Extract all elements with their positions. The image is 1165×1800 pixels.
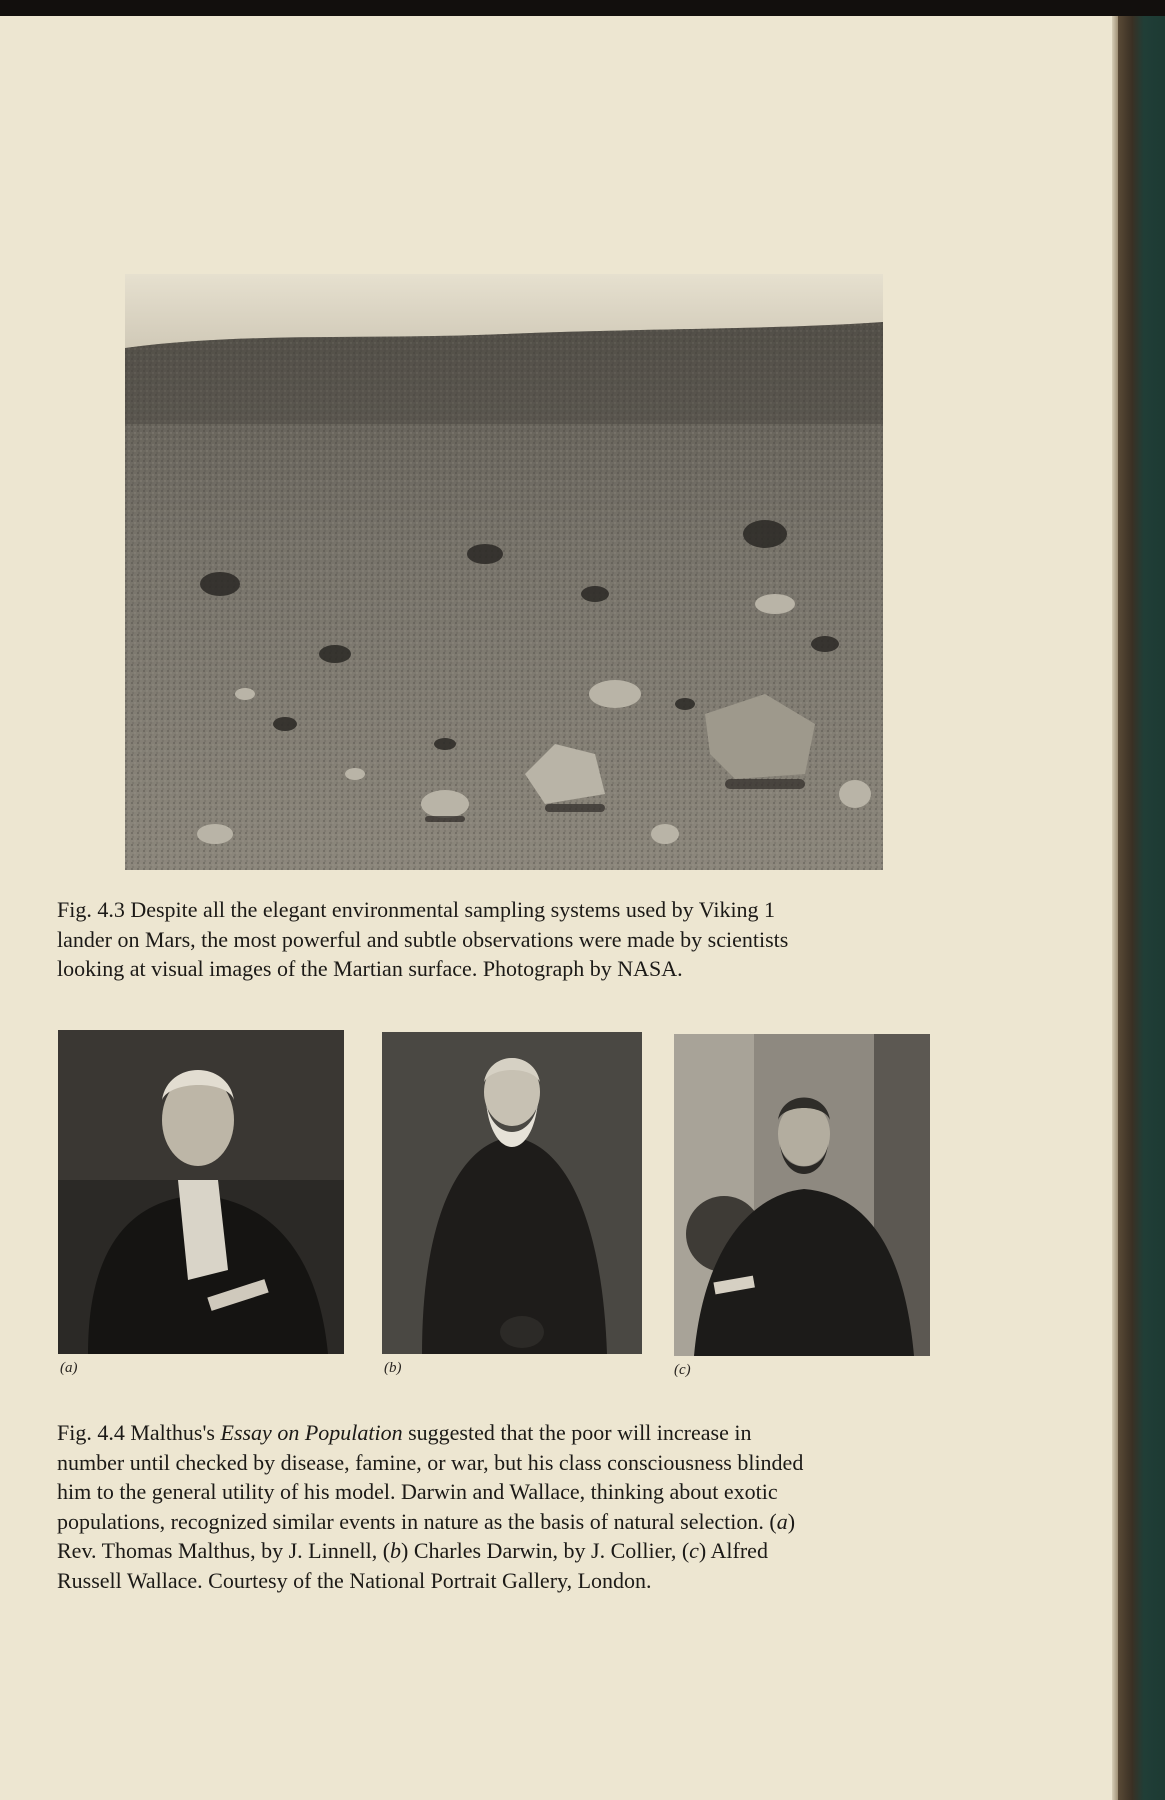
mars-surface-photo-icon	[125, 274, 883, 870]
portrait-malthus-icon	[58, 1030, 344, 1354]
caption-line: lander on Mars, the most powerful and subtle observations were made by scientists	[57, 926, 789, 952]
caption-line: looking at visual images of the Martian surface. Photograph by NASA.	[57, 956, 683, 981]
caption-text: Fig. 4.4 Malthus's	[57, 1420, 221, 1445]
caption-line	[57, 1418, 967, 1448]
portrait-wallace-icon	[674, 1034, 930, 1356]
caption-ref: a	[776, 1508, 788, 1534]
caption-text: populations, recognized similar events in nature as the basis of natural selection. (	[57, 1508, 777, 1534]
label-c: (c)	[674, 1362, 691, 1378]
book-title: Essay on Population	[220, 1420, 403, 1445]
caption-line: Russell Wallace. Courtesy of the National Portrait Gallery, London.	[57, 1567, 652, 1593]
caption-ref: b	[390, 1538, 402, 1563]
caption-line	[57, 1536, 967, 1566]
caption-text: )	[787, 1508, 796, 1534]
caption-line: Fig. 4.3 Despite all the elegant environmental sampling systems used by Viking 1	[57, 897, 776, 922]
portrait-darwin	[382, 1032, 642, 1354]
label-a: (a)	[60, 1360, 78, 1376]
caption-ref: c	[689, 1538, 699, 1563]
caption-line: number until checked by disease, famine, or war, but his class consciousness blinded	[57, 1449, 804, 1475]
caption-text: suggested that the poor will increase in	[402, 1420, 752, 1445]
caption-text: ) Charles Darwin, by J. Collier, (	[401, 1538, 690, 1563]
portrait-darwin-icon	[382, 1032, 642, 1354]
mars-surface-photo	[125, 274, 883, 870]
figure-4-3-caption	[57, 895, 967, 984]
label-b: (b)	[384, 1360, 402, 1376]
scan-top-edge	[0, 0, 1165, 16]
caption-line	[57, 1507, 967, 1537]
caption-line: him to the general utility of his model. Darwin and Wallace, thinking about exotic	[57, 1479, 778, 1504]
portrait-malthus	[58, 1030, 344, 1354]
caption-text: ) Alfred	[698, 1538, 768, 1563]
figure-4-4-caption	[57, 1418, 967, 1595]
portrait-wallace	[674, 1034, 930, 1356]
caption-text: Rev. Thomas Malthus, by J. Linnell, (	[57, 1538, 391, 1563]
book-cover-edge	[1118, 16, 1165, 1800]
